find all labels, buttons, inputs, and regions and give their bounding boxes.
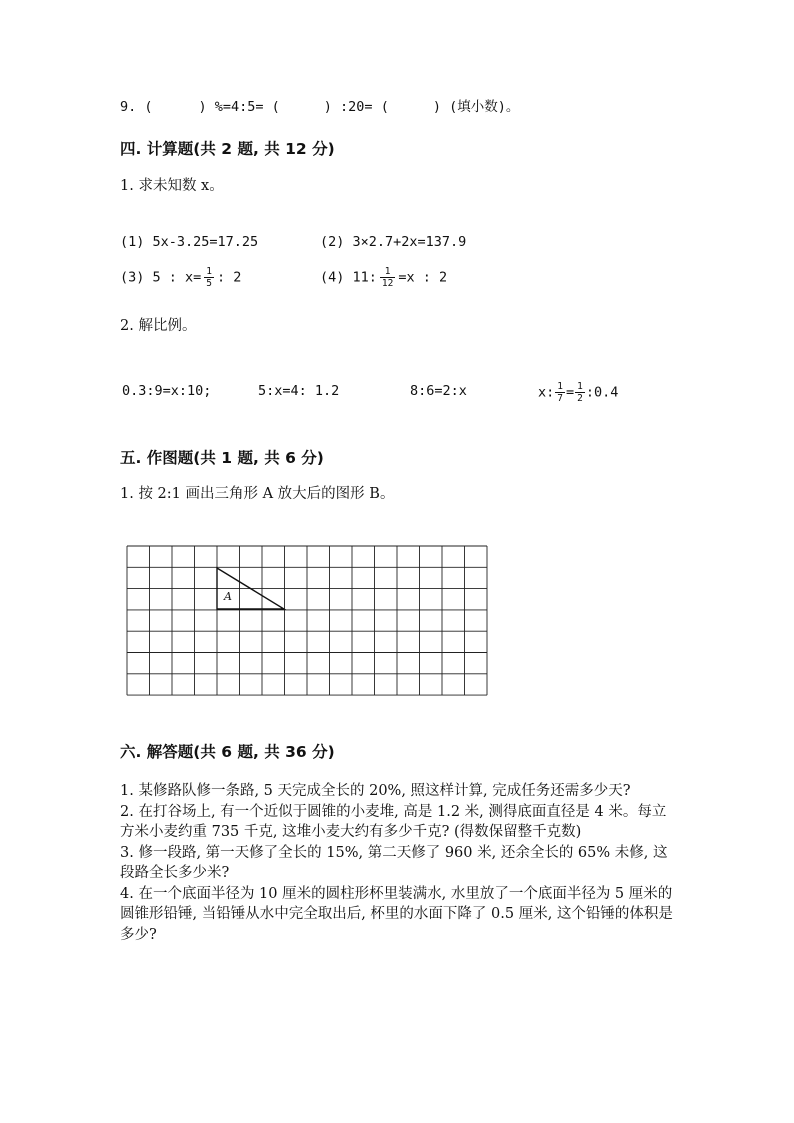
eq4-fraction: [380, 266, 395, 289]
s6-q1: 1. 某修路队修一条路, 5 天完成全长的 20%, 照这样计算, 完成任务还需多少天?: [120, 783, 631, 799]
eq4-denominator: 12: [381, 278, 394, 289]
s5-q1: 1. 按 2:1 画出三角形 A 放大后的图形 B。: [120, 486, 395, 502]
q9-part3: ) :20= (: [323, 99, 389, 115]
s4-q2-p2: 5:x=4: 1.2: [258, 383, 340, 399]
s4-q2-p1: 0.3:9=x:10;: [122, 383, 212, 399]
s4-q2-title: 2. 解比例。: [120, 318, 197, 334]
s6-q3: 3. 修一段路, 第一天修了全长的 15%, 第二天修了 960 米, 还余全长的 65% 未修, 这段路全长多少米?: [120, 844, 668, 881]
grid-lines: [127, 546, 487, 695]
s4-q1-eq2: (2) 3×2.7+2x=137.9: [320, 234, 467, 250]
p4-suffix: :0.4: [585, 384, 619, 401]
p4-equals: =: [566, 384, 575, 401]
s4-q2-p4: [538, 381, 618, 404]
eq3-denominator: 5: [206, 278, 213, 289]
s4-q2-p3: 8:6=2:x: [410, 383, 467, 399]
section-6-heading: 六. 解答题(共 6 题, 共 36 分): [120, 743, 335, 761]
q9-part1: 9. (: [120, 99, 153, 115]
s6-q4: 4. 在一个底面半径为 10 厘米的圆柱形杯里装满水, 水里放了一个底面半径为 5 厘米的圆锥形铅锤, 当铅锤从水中完全取出后, 杯里的水面下降了 0.5 厘米, 这个铅锤的体积是多少?: [120, 885, 673, 943]
triangle-a-label: A: [224, 590, 232, 603]
eq4-prefix: (4) 11:: [320, 269, 377, 286]
section-4-heading: 四. 计算题(共 2 题, 共 12 分): [120, 140, 335, 158]
s4-q1-title: 1. 求未知数 x。: [120, 178, 224, 194]
p4-denominator-2: 2: [577, 393, 583, 404]
s4-q1-eq3: [120, 266, 241, 289]
eq3-fraction: [204, 266, 214, 289]
s6-questions: [120, 781, 676, 945]
p4-prefix: x:: [538, 384, 555, 401]
q9-part4: ) (填小数)。: [432, 99, 520, 115]
p4-fraction-1: [555, 381, 565, 404]
drawing-grid[interactable]: [126, 545, 490, 697]
p4-denominator-1: 7: [557, 393, 563, 404]
eq4-numerator: 1: [380, 266, 395, 278]
q9-part2: ) %=4:5= (: [198, 99, 280, 115]
p4-numerator-1: 1: [557, 381, 563, 392]
p4-numerator-2: 1: [577, 381, 583, 392]
section-5-heading: 五. 作图题(共 1 题, 共 6 分): [120, 449, 324, 467]
s4-q1-eq1: (1) 5x-3.25=17.25: [120, 234, 259, 250]
eq3-prefix: (3) 5 : x=: [120, 269, 202, 286]
eq3-suffix: : 2: [217, 269, 242, 286]
s6-q2: 2. 在打谷场上, 有一个近似于圆锥的小麦堆, 高是 1.2 米, 测得底面直径是 4 米。每立方米小麦约重 735 千克, 这堆小麦大约有多少千克? (得数保留整千克数): [120, 803, 667, 840]
eq3-numerator: 1: [206, 266, 213, 277]
question-9: [120, 97, 519, 117]
p4-fraction-2: [575, 381, 585, 404]
eq4-suffix: =x : 2: [398, 269, 448, 286]
s4-q1-eq4: [320, 266, 447, 289]
